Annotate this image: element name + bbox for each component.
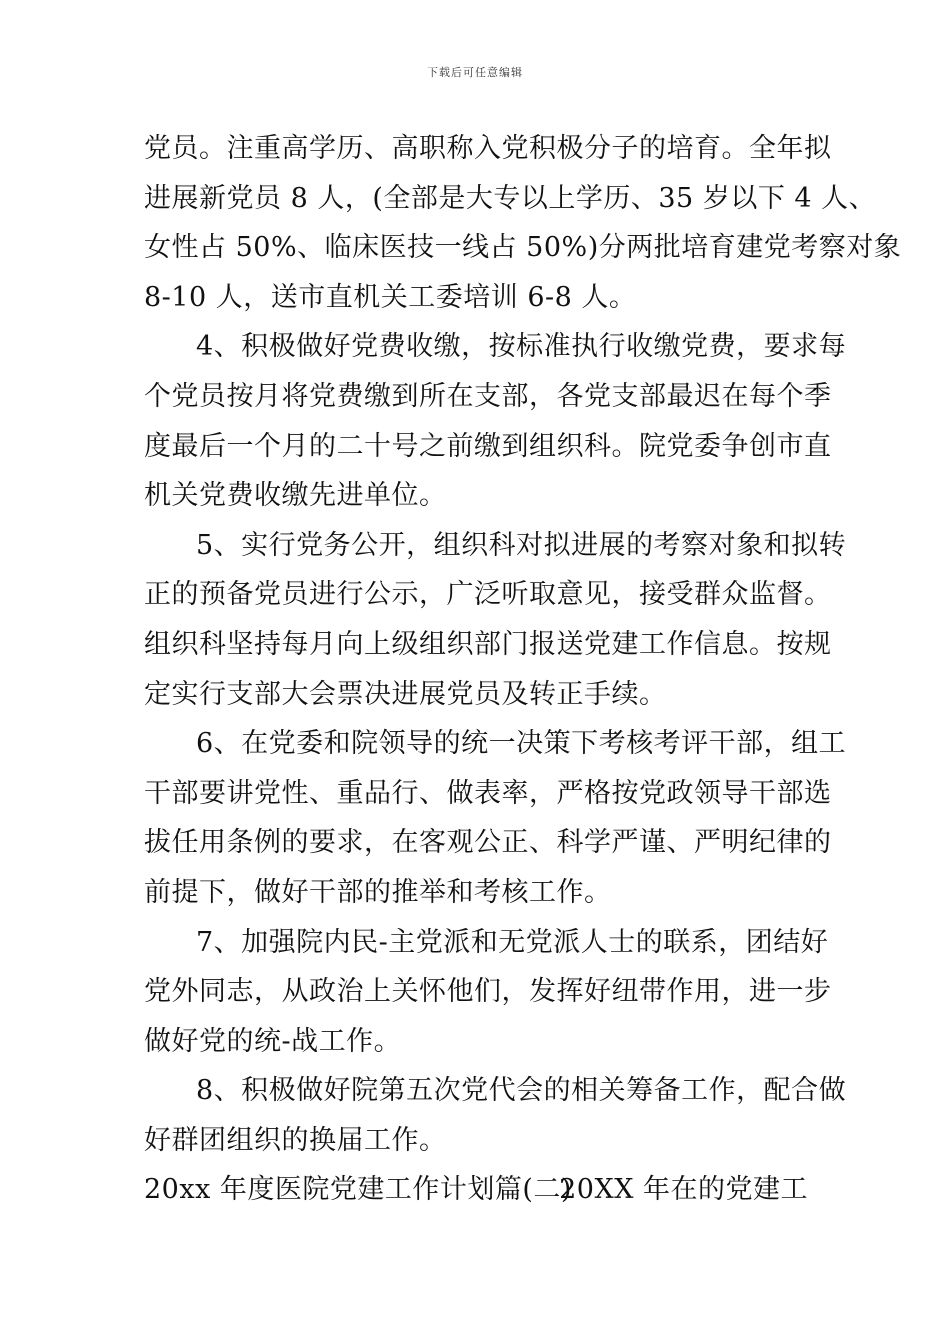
paragraph-start-5: 5、实行党务公开，组织科对拟进展的考察对象和拟转 — [196, 529, 847, 561]
body-line: 进展新党员 8 人，(全部是大专以上学历、35 岁以下 4 人、 — [144, 182, 877, 214]
section-title-line — [144, 1165, 808, 1215]
body-line: 个党员按月将党费缴到所在支部，各党支部最迟在每个季 — [144, 380, 832, 412]
body-line: 拔任用条例的要求，在客观公正、科学严谨、严明纪律的 — [144, 827, 832, 859]
body-line: 做好党的统-战工作。 — [144, 1025, 402, 1057]
section-intro-start: 20XX 年在的党建工 — [559, 1174, 808, 1206]
body-line: 前提下，做好干部的推举和考核工作。 — [144, 876, 612, 908]
page-header: 下载后可任意编辑 — [427, 66, 523, 79]
body-line: 度最后一个月的二十号之前缴到组织科。院党委争创市直 — [144, 430, 832, 462]
paragraph-start-8: 8、积极做好院第五次党代会的相关筹备工作，配合做 — [196, 1075, 847, 1107]
body-line: 党员。注重高学历、高职称入党积极分子的培育。全年拟 — [144, 133, 832, 164]
paragraph-start-4: 4、积极做好党费收缴，按标准执行收缴党费，要求每 — [196, 331, 847, 363]
body-line: 党外同志，从政治上关怀他们，发挥好纽带作用，进一步 — [144, 976, 832, 1008]
body-line: 女性占 50%、临床医技一线占 50%)分两批培育建党考察对象 — [144, 232, 902, 264]
section-title: 20xx 年度医院党建工作计划篇(二) — [144, 1174, 572, 1206]
body-line: 好群团组织的换届工作。 — [144, 1124, 447, 1156]
paragraph-start-6: 6、在党委和院领导的统一决策下考核考评干部，组工 — [196, 728, 847, 760]
body-line: 干部要讲党性、重品行、做表率，严格按党政领导干部选 — [144, 777, 832, 809]
document-body — [144, 124, 902, 1215]
body-line: 正的预备党员进行公示，广泛听取意见，接受群众监督。 — [144, 579, 832, 611]
paragraph-start-7: 7、加强院内民-主党派和无党派人士的联系，团结好 — [196, 926, 829, 958]
body-line: 8-10 人，送市直机关工委培训 6-8 人。 — [144, 281, 637, 313]
body-line: 定实行支部大会票决进展党员及转正手续。 — [144, 678, 667, 710]
body-line: 机关党费收缴先进单位。 — [144, 480, 447, 512]
body-line: 组织科坚持每月向上级组织部门报送党建工作信息。按规 — [144, 628, 832, 660]
